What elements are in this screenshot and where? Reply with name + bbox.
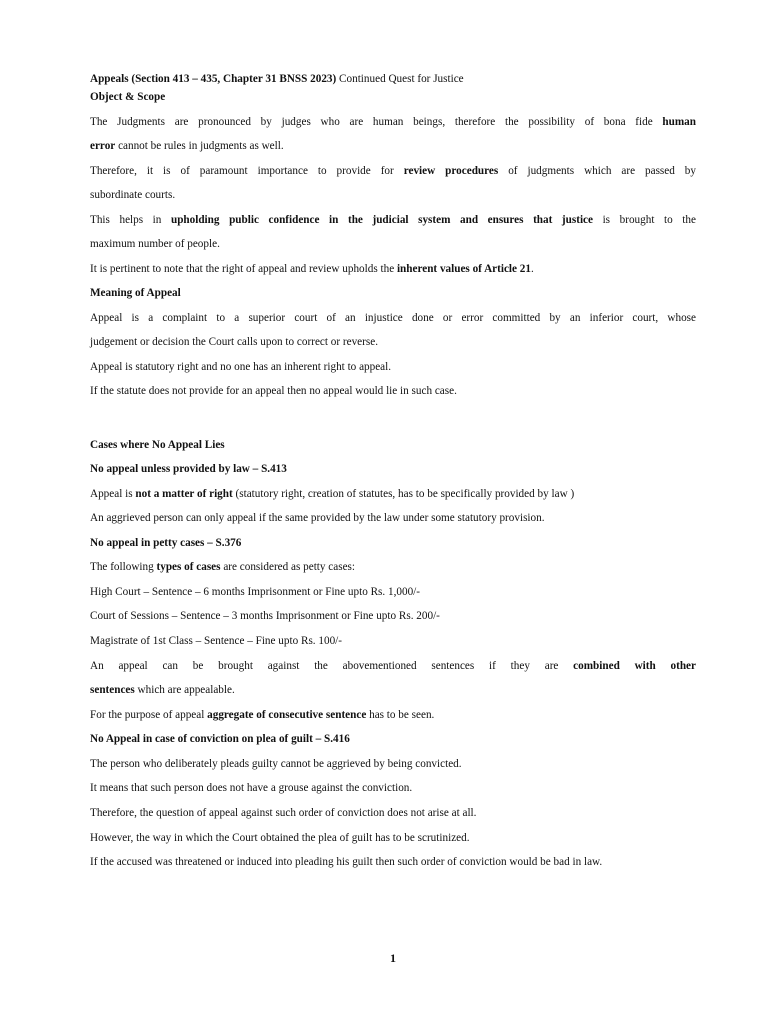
paragraph-5-line-2 xyxy=(90,335,696,349)
paragraph-18 xyxy=(90,806,696,820)
p14-bold-sentences: sentences xyxy=(90,684,135,696)
document-page xyxy=(90,0,696,1024)
heading-cases-no-appeal xyxy=(90,438,696,452)
p2-text-c: of judgments which are passed by xyxy=(498,165,696,177)
paragraph-15 xyxy=(90,708,696,722)
p3-text-c: is brought to the xyxy=(592,214,696,226)
p13-text: Magistrate of 1st Class – Sentence – Fine upto Rs. 100/- xyxy=(90,635,343,647)
p3-text-d: maximum number of people. xyxy=(90,238,220,250)
p15-bold-aggregate: aggregate of consecutive sentence xyxy=(207,709,367,721)
p3-text-a: This helps in xyxy=(90,214,171,226)
p14-text-d: which are appealable. xyxy=(134,684,235,696)
p8-text-c: (statutory right, creation of statutes, has to be specifically provided by law ) xyxy=(232,488,575,500)
paragraph-2-line-1 xyxy=(90,164,696,178)
paragraph-17 xyxy=(90,781,696,795)
p1-text-a: The Judgments are pronounced by judges who are human beings, therefore the possibility of bona fide xyxy=(90,116,663,128)
p17-text: It means that such person does not have a grouse against the conviction. xyxy=(90,782,413,794)
paragraph-1-line-2 xyxy=(90,139,696,153)
paragraph-16 xyxy=(90,757,696,771)
p4-text-c: . xyxy=(530,263,534,275)
paragraph-1-line-1 xyxy=(90,115,696,129)
p3-bold-confidence: upholding public confidence in the judicial system and ensures that justice xyxy=(170,214,593,226)
document-title xyxy=(90,72,696,86)
paragraph-10 xyxy=(90,560,696,574)
p5-text-a: Appeal is a complaint to a superior court of an injustice done or error committed by an inferior court, whose xyxy=(90,312,696,324)
heading-meaning-text: Meaning of Appeal xyxy=(90,287,181,299)
paragraph-14-line-2 xyxy=(90,683,696,697)
p2-bold-review: review procedures xyxy=(403,165,499,177)
p10-bold-types: types of cases xyxy=(156,561,221,573)
p16-text: The person who deliberately pleads guilty cannot be aggrieved by being convicted. xyxy=(90,758,462,770)
p8-bold-not-right: not a matter of right xyxy=(135,488,233,500)
p1-text-d: cannot be rules in judgments as well. xyxy=(115,140,284,152)
p10-text-c: are considered as petty cases: xyxy=(220,561,356,573)
title-bold: Appeals (Section 413 – 435, Chapter 31 BNSS 2023) xyxy=(90,73,337,85)
heading-s416-text: No Appeal in case of conviction on plea of guilt – S.416 xyxy=(90,733,350,745)
paragraph-20 xyxy=(90,855,696,869)
paragraph-2-line-2 xyxy=(90,188,696,202)
paragraph-4 xyxy=(90,262,696,276)
paragraph-8 xyxy=(90,487,696,501)
p18-text: Therefore, the question of appeal against such order of conviction does not arise at all. xyxy=(90,807,477,819)
p5-text-b: judgement or decision the Court calls upon to correct or reverse. xyxy=(90,336,378,348)
page-number: 1 xyxy=(390,951,396,965)
p8-text-a: Appeal is xyxy=(90,488,136,500)
p12-text: Court of Sessions – Sentence – 3 months Imprisonment or Fine upto Rs. 200/- xyxy=(90,610,440,622)
p14-bold-combined: combined with other xyxy=(573,660,696,672)
heading-s413-text: No appeal unless provided by law – S.413 xyxy=(90,463,287,475)
p9-text: An aggrieved person can only appeal if the same provided by the law under some statutory provision. xyxy=(90,512,545,524)
paragraph-6 xyxy=(90,360,696,374)
paragraph-3-line-2 xyxy=(90,237,696,251)
paragraph-11 xyxy=(90,585,696,599)
heading-s413 xyxy=(90,462,696,476)
p6-text: Appeal is statutory right and no one has an inherent right to appeal. xyxy=(90,361,392,373)
p19-text: However, the way in which the Court obtained the plea of guilt has to be scrutinized. xyxy=(90,832,470,844)
heading-s376-text: No appeal in petty cases – S.376 xyxy=(90,537,242,549)
paragraph-14-line-1 xyxy=(90,659,696,673)
p20-text: If the accused was threatened or induced into pleading his guilt then such order of conviction would be bad in law. xyxy=(90,856,603,868)
paragraph-5-line-1 xyxy=(90,311,696,325)
heading-s416 xyxy=(90,732,696,746)
paragraph-7 xyxy=(90,384,696,398)
paragraph-13 xyxy=(90,634,696,648)
p15-text-c: has to be seen. xyxy=(366,709,435,721)
p15-text-a: For the purpose of appeal xyxy=(90,709,208,721)
p11-text: High Court – Sentence – 6 months Imprisonment or Fine upto Rs. 1,000/- xyxy=(90,586,421,598)
p10-text-a: The following xyxy=(90,561,157,573)
heading-object-scope xyxy=(90,90,696,104)
p4-bold-article21: inherent values of Article 21 xyxy=(396,263,531,275)
p7-text: If the statute does not provide for an appeal then no appeal would lie in such case. xyxy=(90,385,457,397)
p2-text-d: subordinate courts. xyxy=(90,189,176,201)
p1-bold-error: error xyxy=(90,140,116,152)
paragraph-19 xyxy=(90,831,696,845)
paragraph-12 xyxy=(90,609,696,623)
paragraph-3-line-1 xyxy=(90,213,696,227)
heading-cases-text: Cases where No Appeal Lies xyxy=(90,439,225,451)
heading-s376 xyxy=(90,536,696,550)
title-rest: Continued Quest for Justice xyxy=(336,73,464,85)
p2-text-a: Therefore, it is of paramount importance to provide for xyxy=(90,165,404,177)
heading-meaning-of-appeal xyxy=(90,286,696,300)
paragraph-9 xyxy=(90,511,696,525)
p1-bold-human: human xyxy=(662,116,696,128)
p4-text-a: It is pertinent to note that the right of appeal and review upholds the xyxy=(90,263,397,275)
heading-object-scope-text: Object & Scope xyxy=(90,91,166,103)
p14-text-a: An appeal can be brought against the abovementioned sentences if they are xyxy=(90,660,574,672)
